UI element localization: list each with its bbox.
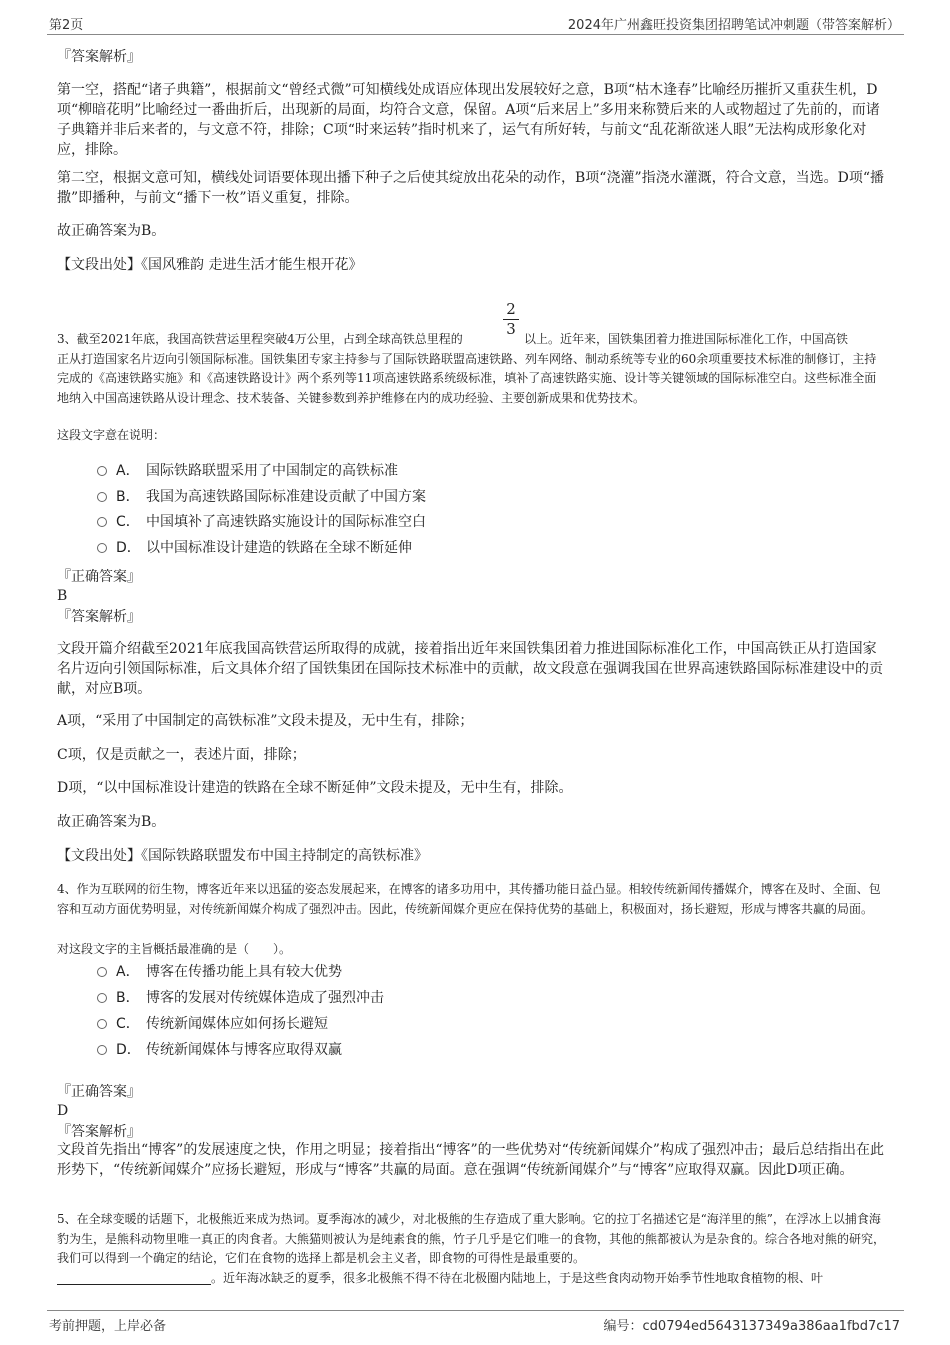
radio-button-icon[interactable] (97, 967, 107, 977)
q4-text: 4、作为互联网的衍生物，博客近年来以迅猛的姿态发展起来，在博客的诸多功用中，其传播功能日益凸显。相较传统新闻传播媒介，博客在及时、全面、包容和互动方面优势明显，对传统新闻媒介构成了强烈冲击。因此，传统新闻媒介更应在保持优势的基础上，积极面对，扬长避短，形成与博客共赢的局面。 (57, 882, 881, 916)
fraction-two-thirds (503, 300, 519, 339)
q4-analysis-label: 『答案解析』 (57, 1124, 141, 1140)
page-footer (47, 1310, 904, 1335)
radio-button-icon[interactable] (97, 1019, 107, 1029)
q4-analysis: 文段首先指出“博客”的发展速度之快，作用之明显；接着指出“博客”的一些优势对“传统新闻媒介”构成了强烈冲击；最后总结指出在此形势下，“传统新闻媒介”应扬长避短，形成与“博客”共赢的局面。意在强调“传统新闻媒介”与“博客”应取得双赢。因此D项正确。 (57, 1142, 884, 1178)
q3-option-d[interactable] (97, 538, 412, 558)
q5-text: 5、在全球变暖的话题下，北极熊近来成为热词。夏季海冰的减少，对北极熊的生存造成了重大影响。它的拉丁名描述它是“海洋里的熊”，在浮冰上以捕食海豹为生，是熊科动物里唯一真正的肉食者。大熊猫则被认为是纯素食的熊，竹子几乎是它们唯一的食物，其他的熊都被认为是杂食的。综合各地对熊的研究，我们可以得到一个确定的结论，它们在食物的选择上都是机会主义者，即食物的可得性是最重要的。 (57, 1212, 886, 1265)
option-key: A． (116, 964, 140, 980)
q3-option-a[interactable] (97, 461, 398, 481)
q3-analysis-c: C项，仅是贡献之一，表述片面，排除； (57, 747, 306, 763)
q2-analysis-label: 『答案解析』 (57, 49, 141, 65)
q2-conclusion: 故正确答案为B。 (57, 223, 166, 239)
fraction-denominator: 3 (506, 320, 516, 338)
option-key: D． (116, 1042, 141, 1058)
q3-source: 【文段出处】《国际铁路联盟发布中国主持制定的高铁标准》 (57, 848, 428, 864)
option-text: 国际铁路联盟采用了中国制定的高铁标准 (146, 463, 398, 479)
radio-button-icon[interactable] (97, 993, 107, 1003)
radio-button-icon[interactable] (97, 492, 107, 502)
q4-answer: D (57, 1103, 69, 1119)
option-key: D． (116, 540, 141, 556)
q3-text-middle: 以上。近年来，国铁集团着力推进国际标准化工作，中国高铁 (524, 332, 849, 346)
q3-answer-label: 『正确答案』 (57, 569, 141, 585)
fraction-numerator: 2 (503, 300, 519, 320)
option-key: C． (116, 514, 140, 530)
q4-option-a[interactable] (97, 962, 342, 982)
page-header (47, 12, 904, 35)
q4-option-b[interactable] (97, 988, 384, 1008)
fill-in-blank[interactable] (57, 1270, 211, 1285)
q3-text-rest: 正从打造国家名片迈向引领国际标准。国铁集团专家主持参与了国际铁路联盟高速铁路、列车网络、制动系统等专业的60余项重要技术标准的制修订，主持完成的《高速铁路实施》和《高速铁路设计》两个系列等11项高速铁路系统级标准，填补了高速铁路实施、设计等关键领域的国际标准空白。这些标准全面地纳入中国高速铁路从设计理念、技术装备、关键参数到养护维修在内的成功经验、主要创新成果和优势技术。 (57, 351, 877, 405)
q3-text-start: 3、截至2021年底，我国高铁营运里程突破4万公里，占到全球高铁总里程的 (57, 332, 463, 346)
q3-analysis: 文段开篇介绍截至2021年底我国高铁营运所取得的成就，接着指出近年来国铁集团着力推进国际标准化工作，中国高铁正从打造国家名片迈向引领国际标准，后文具体介绍了国铁集团在国际技术标准中的贡献，故文段意在强调我国在世界高速铁路国际标准建设中的贡献，对应B项。 (57, 641, 883, 697)
q5-text-tail (57, 1269, 887, 1289)
radio-button-icon[interactable] (97, 517, 107, 527)
option-key: C． (116, 1016, 140, 1032)
document-title: 2024年广州鑫旺投资集团招聘笔试冲刺题（带答案解析） (567, 18, 900, 33)
q3-option-c[interactable] (97, 512, 426, 532)
q3-question: 这段文字意在说明： (57, 428, 166, 442)
q4-option-c[interactable] (97, 1014, 328, 1034)
q4-option-d[interactable] (97, 1040, 342, 1060)
radio-button-icon[interactable] (97, 1045, 107, 1055)
option-text: 中国填补了高速铁路实施设计的国际标准空白 (146, 514, 426, 530)
radio-button-icon[interactable] (97, 466, 107, 476)
option-key: B． (116, 489, 140, 505)
q2-analysis-para1: 第一空，搭配“诸子典籍”，根据前文“曾经式微”可知横线处成语应体现出发展较好之意，B项“枯木逢春”比喻经历摧折又重获生机，D项“柳暗花明”比喻经过一番曲折后，出现新的局面，均符合文意，保留。A项“后来居上”多用来称赞后来的人或物超过了先前的，而诸子典籍并非后来者的，与文意不符，排除；C项“时来运转”指时机来了，运气有所好转，与前文“乱花渐欲迷人眼”无法构成形象化对应，排除。 (57, 82, 880, 158)
q2-analysis-para2: 第二空，根据文意可知，横线处词语要体现出播下种子之后使其绽放出花朵的动作，B项“浇灌”指浇水灌溉，符合文意，当选。D项“播撒”即播种，与前文“播下一枚”语义重复，排除。 (57, 170, 884, 206)
page-number: 第2页 (49, 18, 84, 33)
q4-answer-label: 『正确答案』 (57, 1084, 141, 1100)
q3-analysis-a: A项，“采用了中国制定的高铁标准”文段未提及，无中生有，排除； (57, 713, 474, 729)
q3-option-b[interactable] (97, 487, 426, 507)
document-code: 编号：cd0794ed5643137349a386aa1fbd7c17 (603, 1319, 900, 1334)
option-text: 传统新闻媒体与博客应取得双赢 (146, 1042, 342, 1058)
q3-conclusion: 故正确答案为B。 (57, 814, 166, 830)
option-text: 我国为高速铁路国际标准建设贡献了中国方案 (146, 489, 426, 505)
q3-answer: B (57, 588, 68, 604)
q2-source: 【文段出处】《国风雅韵 走进生活才能生根开花》 (57, 257, 363, 273)
option-text: 博客在传播功能上具有较大优势 (146, 964, 342, 980)
option-text: 以中国标准设计建造的铁路在全球不断延伸 (146, 540, 412, 556)
q5-tail-text: 。近年海冰缺乏的夏季，很多北极熊不得不待在北极圈内陆地上，于是这些食肉动物开始季节性地取食植物的根、叶 (211, 1271, 824, 1285)
option-text: 博客的发展对传统媒体造成了强烈冲击 (146, 990, 384, 1006)
q4-question: 对这段文字的主旨概括最准确的是（ ）。 (57, 942, 292, 956)
option-key: B． (116, 990, 140, 1006)
option-key: A． (116, 463, 140, 479)
footer-slogan: 考前押题，上岸必备 (49, 1319, 167, 1334)
q3-analysis-d: D项，“以中国标准设计建造的铁路在全球不断延伸”文段未提及，无中生有，排除。 (57, 780, 573, 796)
option-text: 传统新闻媒体应如何扬长避短 (146, 1016, 328, 1032)
radio-button-icon[interactable] (97, 543, 107, 553)
q3-analysis-label: 『答案解析』 (57, 609, 141, 625)
